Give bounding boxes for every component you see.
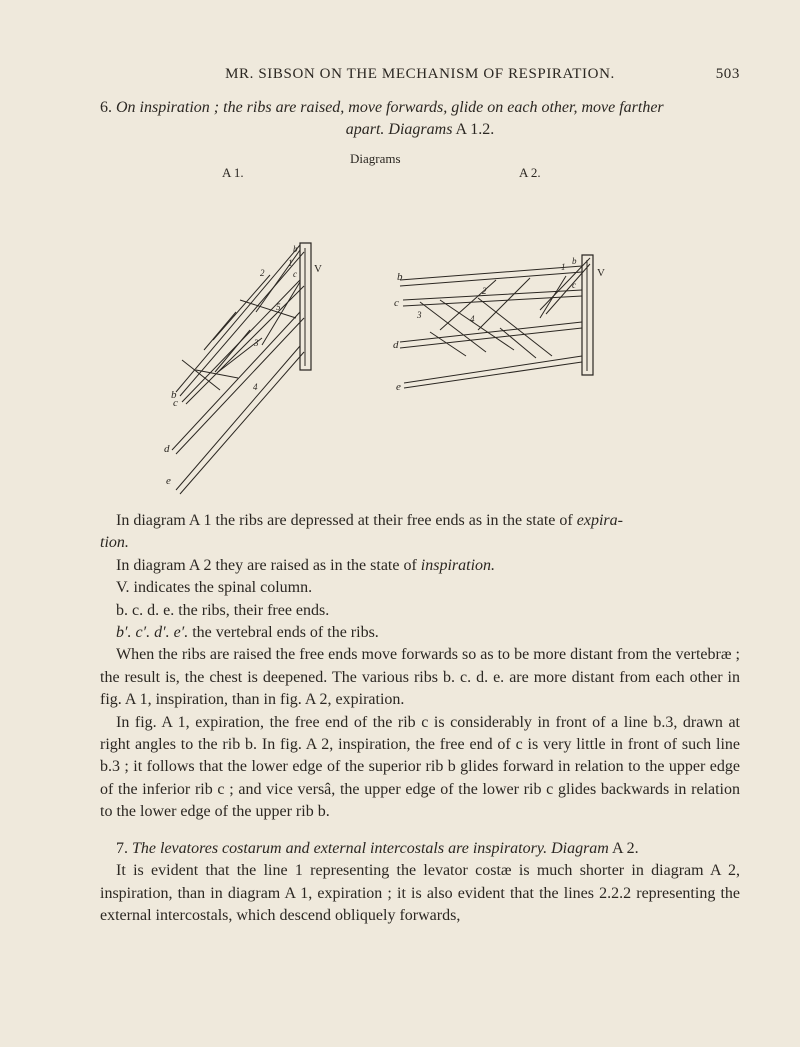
section-6-ref: A 1.2.	[452, 121, 495, 138]
a2-label-1: 1	[561, 262, 566, 272]
figure-caption: Diagrams	[350, 151, 401, 166]
para-a2-text: In diagram A 2 they are raised as in the state of	[116, 556, 421, 574]
a2-label-v: V	[597, 267, 605, 279]
a2-rib-e	[404, 356, 582, 388]
a2-label-d: d	[393, 339, 399, 351]
para-vertebral-ends	[100, 622, 740, 644]
rib-diagrams	[0, 0, 800, 510]
a1-line-4	[196, 370, 238, 378]
diagram-a1-label: A 1.	[222, 165, 244, 180]
a1-label-4: 4	[253, 382, 258, 392]
para-levator: It is evident that the line 1 representing the levator costæ is much shorter in diagram A 2, inspiration, than in diagram A 1, expiration ; it is also evident that the lines 2.2.2 representing the external intercostals, which descend obliquely forwards,	[100, 862, 740, 924]
a1-line-2a	[213, 275, 270, 340]
diagram-a2	[393, 255, 605, 393]
para-a1-italic: expira-	[576, 512, 623, 529]
para-diagram-a1	[100, 510, 740, 555]
para-a2-italic: inspiration.	[420, 556, 496, 574]
para-fig-comparison: In fig. A 1, expiration, the free end of the rib c is considerably in front of a line b.3, drawn at right angles to the rib b. In fig. A 2, inspiration, the free end of c is very little in front of such line b.3 ; it follows that the lower edge of the superior rib b glides forward in relation to the upper edge of the inferior rib c ; and vice versâ, the upper edge of the lower rib c glides backwards in relation to the lower edge of the upper rib b.	[100, 713, 740, 821]
a1-label-v: V	[314, 263, 322, 275]
a2-label-bp: b	[572, 256, 577, 266]
para-spine: V. indicates the spinal column.	[116, 579, 313, 597]
a1-label-bp: b	[293, 244, 298, 254]
a1-label-2: 2	[260, 268, 265, 278]
section-7-ref: Diagram	[551, 839, 609, 857]
a2-label-cp: c	[572, 280, 576, 290]
a2-label-c: c	[394, 297, 399, 309]
a1-label-b: b	[171, 389, 177, 401]
a1-label-d: d	[164, 443, 170, 455]
para-ribs-raised: When the ribs are raised the free ends move forwards so as to be more distant from the vertebræ ; the result is, the chest is deepened. The various ribs b. c. d. e. are more distant from each other in fig. A 1, inspiration, than in fig. A 2, expiration.	[100, 646, 740, 709]
para-ribs: b. c. d. e. the ribs, their free ends.	[116, 601, 330, 619]
a1-label-e: e	[166, 475, 171, 487]
para-vertebral-text: the vertebral ends of the ribs.	[188, 624, 379, 642]
diagram-a1	[164, 243, 322, 494]
section-7-heading-text: The levatores costarum and external intercostals are inspiratory.	[132, 839, 548, 857]
section-6-heading-line1: On inspiration ; the ribs are raised, move forwards, glide on each other, move farther	[116, 99, 664, 116]
section-7-heading	[100, 838, 740, 860]
a1-label-5: 5	[276, 302, 281, 312]
header-title: MR. SIBSON ON THE MECHANISM OF RESPIRATION.	[225, 66, 615, 82]
a1-label-1: 1	[288, 258, 293, 268]
a1-label-c: c	[173, 397, 178, 409]
a1-label-cp: c	[293, 269, 297, 279]
section-7-number: 7.	[116, 839, 128, 857]
section-6-heading-text2: apart. Diagrams	[345, 121, 453, 138]
section-6-number: 6.	[100, 99, 112, 116]
a1-rib-c	[182, 280, 304, 404]
body-text	[100, 510, 740, 927]
section-7-ref2: A 2.	[608, 839, 639, 857]
para-vertebral-italic: b′. c′. d′. e′.	[116, 624, 189, 642]
page-number: 503	[715, 66, 740, 82]
a2-label-4: 4	[470, 314, 475, 324]
a2-rib-b	[400, 266, 582, 286]
a2-label-3: 3	[417, 310, 422, 320]
para-diagram-a2	[100, 555, 740, 577]
a1-line-2b	[204, 312, 236, 350]
a2-label-b: b	[397, 271, 403, 283]
a2-label-2: 2	[482, 286, 487, 296]
para-a1-text: In diagram A 1 the ribs are depressed at their free ends as in the state of	[116, 512, 577, 529]
a1-rib-e	[176, 346, 304, 494]
para-a1-italic-end: tion.	[100, 534, 129, 552]
diagram-a2-label: A 2.	[519, 165, 541, 180]
a1-label-3: 3	[254, 338, 259, 348]
a2-label-e: e	[396, 381, 401, 393]
